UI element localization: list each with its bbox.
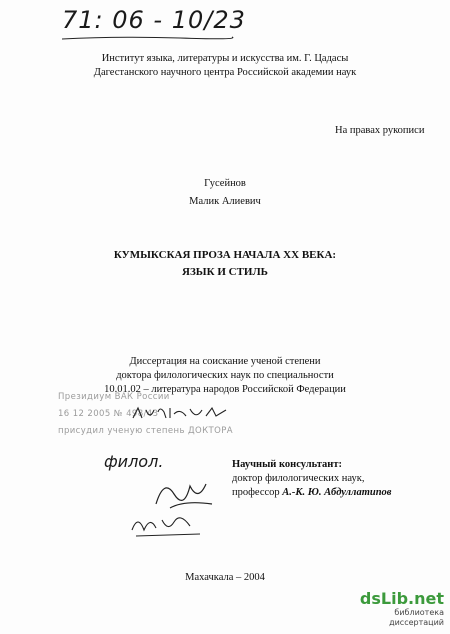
watermark-site: dsLib.net [359, 589, 444, 608]
second-signature [128, 510, 208, 540]
stamp-line-2: 16 12 2005 № 498/43 [58, 409, 159, 419]
dslib-watermark [352, 590, 444, 628]
signature [150, 474, 220, 512]
consultant-label: Научный консультант: [232, 459, 342, 470]
dissertation-line-2: доктора филологических наук по специальности [116, 370, 334, 381]
watermark-caption: библиотека диссертаций [389, 608, 444, 627]
consultant-title: профессор [232, 487, 283, 498]
dissertation-line-1: Диссертация на соискание ученой степени [129, 356, 321, 367]
consultant-degree: доктор филологических наук, [232, 473, 365, 484]
stamp-handwritten-field: филол. [104, 452, 164, 471]
title-line-2: ЯЗЫК И СТИЛЬ [182, 266, 268, 278]
author-name: Малик Алиевич [189, 196, 261, 207]
rights-note: На правах рукописи [335, 125, 425, 136]
consultant-name: А.-К. Ю. Абдуллатипов [282, 487, 392, 498]
title-line-1: КУМЫКСКАЯ ПРОЗА НАЧАЛА XX ВЕКА: [113, 249, 337, 261]
stamp-handwriting [130, 404, 230, 424]
handwritten-code: 71: 06 - 10/23 [62, 6, 246, 34]
consultant-name-line [232, 486, 391, 500]
handwritten-code-underline [60, 34, 235, 42]
city-year: Махачкала – 2004 [185, 572, 265, 583]
stamp-line-1: Президиум ВАК России [58, 392, 170, 402]
author-surname: Гусейнов [204, 178, 246, 189]
institute-line-2: Дагестанского научного центра Российской академии наук [93, 67, 357, 78]
stamp-line-3: присудил ученую степень ДОКТОРА [58, 426, 233, 436]
institute-line-1: Институт языка, литературы и искусства им. Г. Цадасы [101, 53, 349, 64]
dissertation-line-3: 10.01.02 – литература народов Российской Федерации [104, 384, 346, 395]
